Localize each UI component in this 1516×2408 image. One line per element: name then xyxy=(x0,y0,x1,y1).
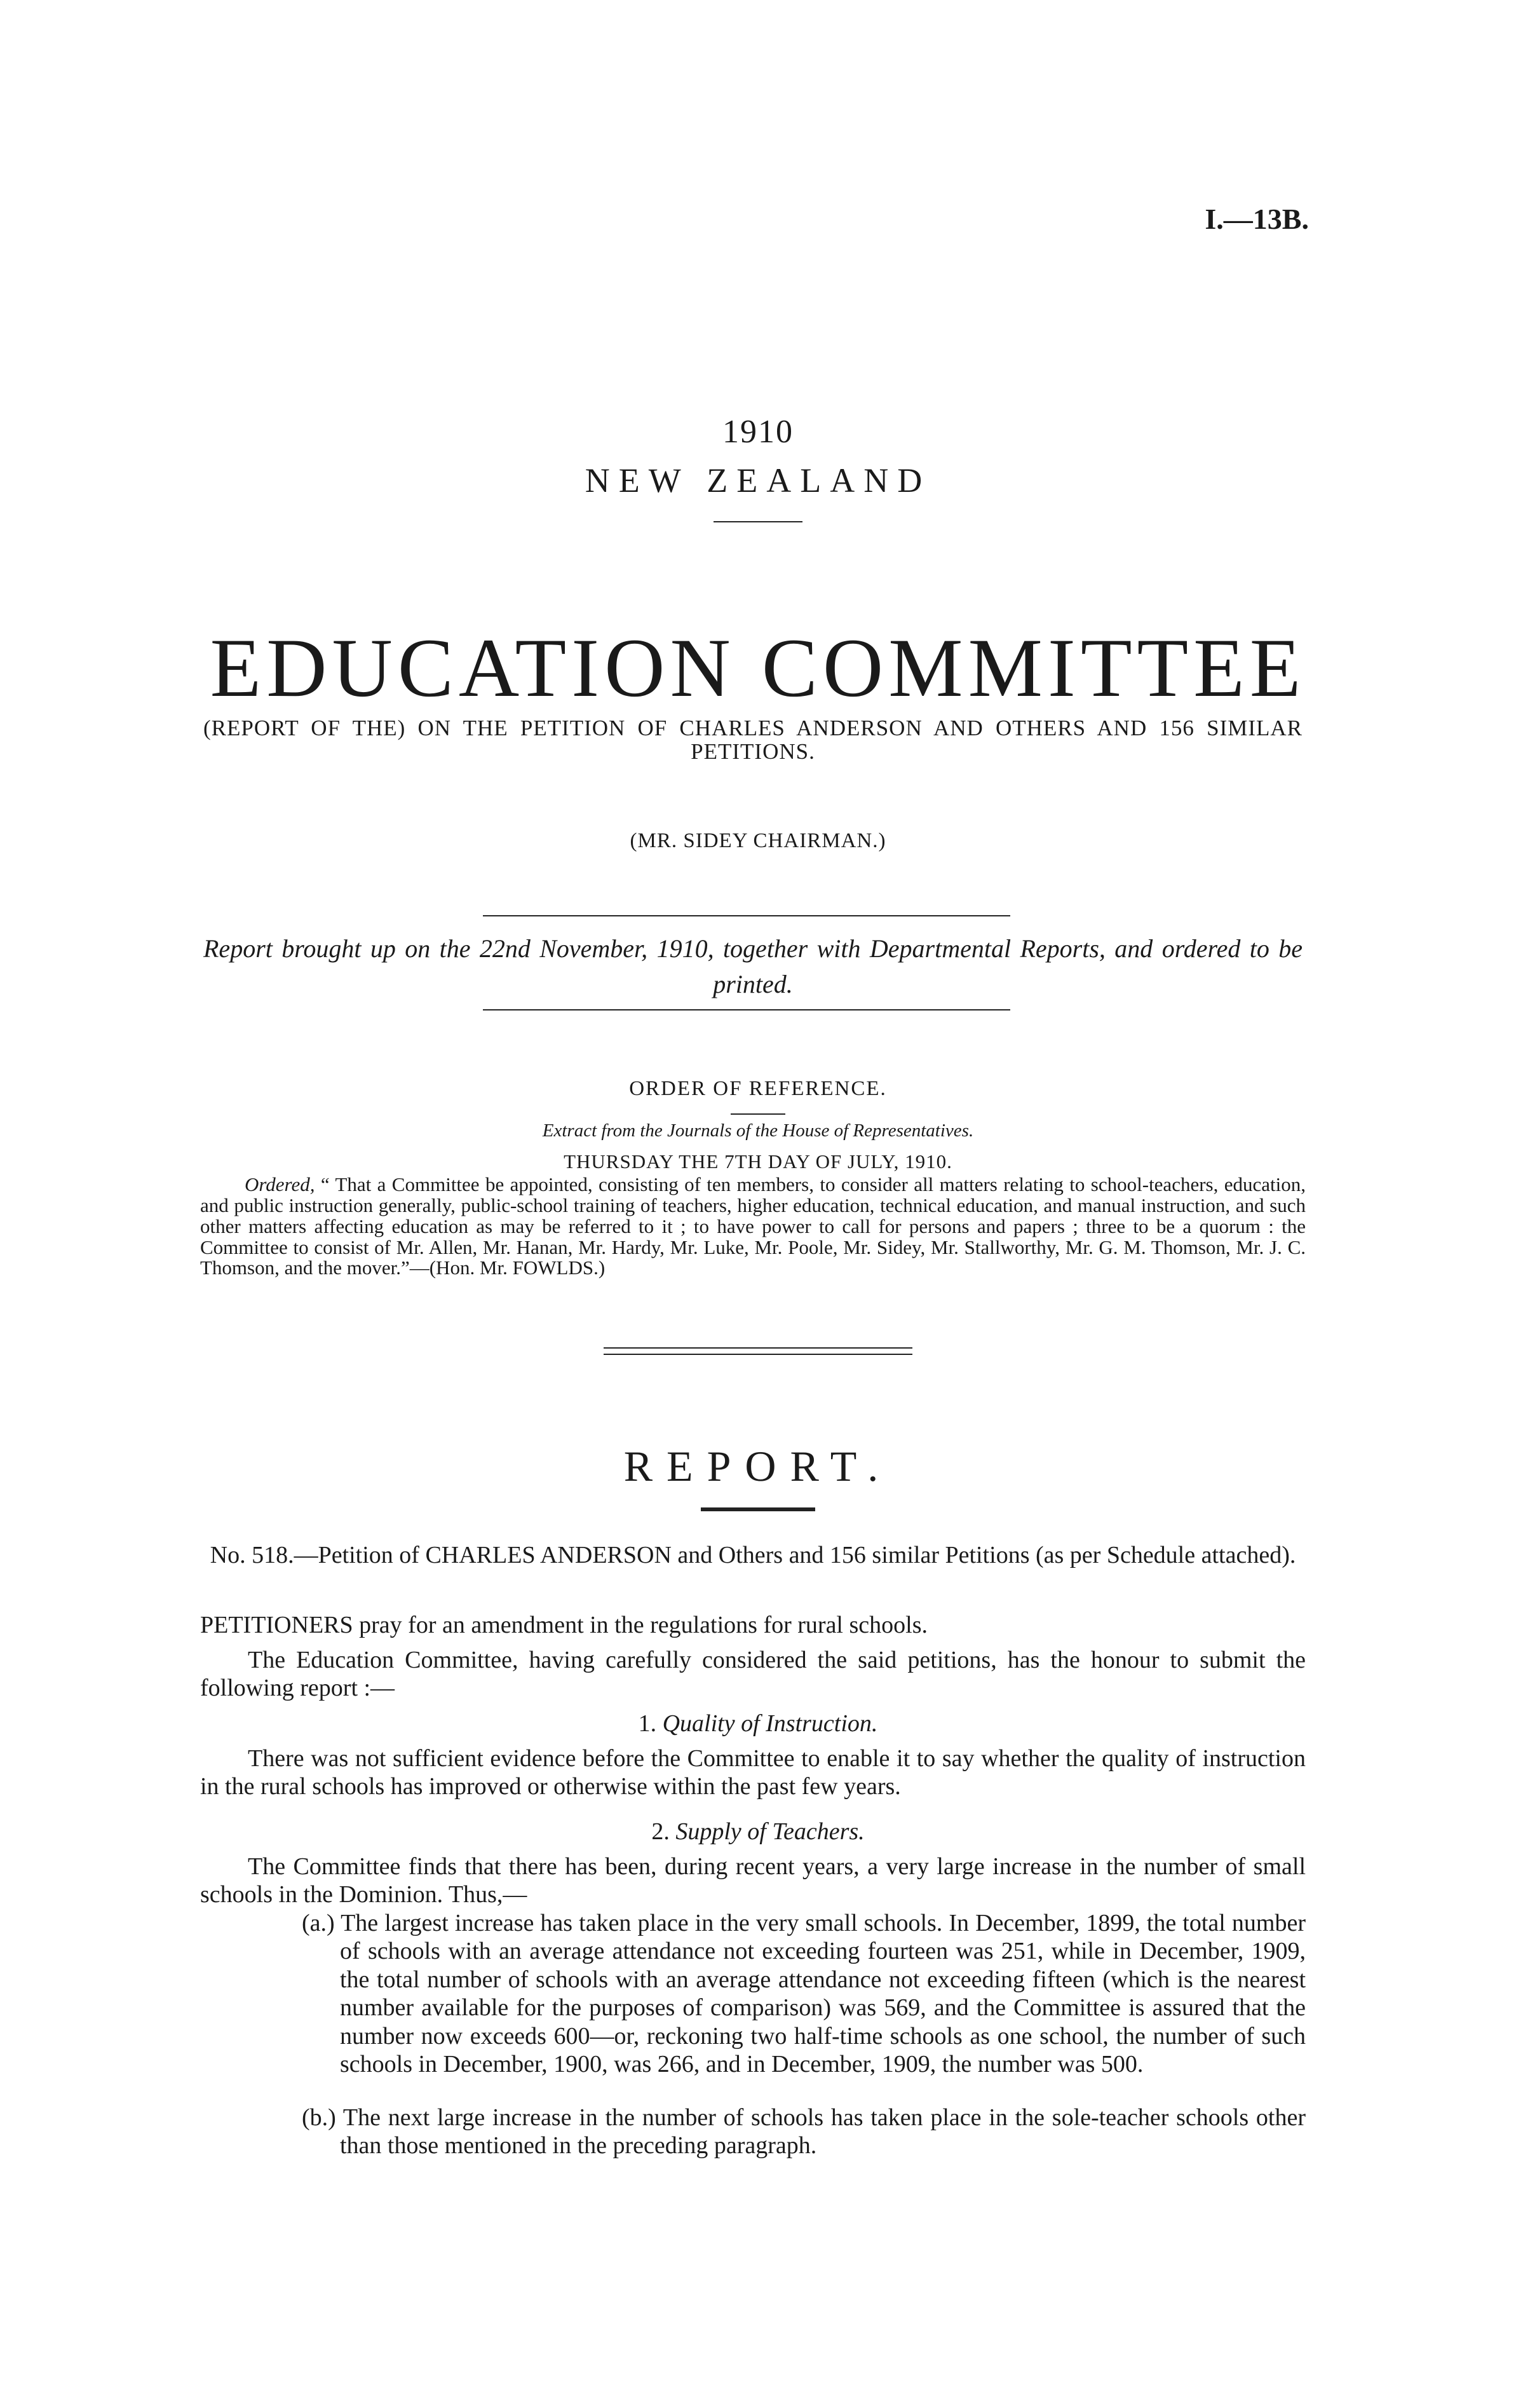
document-title: EDUCATION COMMITTEE xyxy=(210,621,1306,714)
report-brought-up: Report brought up on the 22nd November, 1910, together with Departmental Reports, and ordered to be printed. xyxy=(203,934,1303,998)
year: 1910 xyxy=(722,414,794,450)
extract-line: Extract from the Journals of the House of Representatives. xyxy=(542,1120,974,1141)
item-a xyxy=(302,1909,1306,2079)
divider-bottom xyxy=(483,1009,1010,1010)
country-heading: NEW ZEALAND xyxy=(585,461,931,500)
section-1-text: There was not sufficient evidence before the Committee to enable it to say whether the quality of instruction in the rural schools has improved or otherwise within the past few years. xyxy=(200,1745,1306,1800)
double-rule-top xyxy=(604,1347,912,1349)
petition-line: No. 518.—Petition of CHARLES ANDERSON and Others and 156 similar Petitions (as per Schedule attached). xyxy=(210,1542,1296,1568)
section-1-title: Quality of Instruction. xyxy=(662,1710,878,1737)
ordered-label: Ordered, xyxy=(245,1173,315,1195)
ordered-paragraph xyxy=(200,1174,1306,1279)
order-of-reference-heading: ORDER OF REFERENCE. xyxy=(629,1077,887,1100)
section-2-text: The Committee finds that there has been, during recent years, a very large increase in the number of small schools in the Dominion. Thus,— xyxy=(200,1853,1306,1908)
item-a-text: The largest increase has taken place in the very small schools. In December, 1899, the total number of schools with an average attendance not exceeding fourteen was 251, while in December, 1909, the total number of schools with an average attendance not exceeding fifteen (which is the nearest number available for the purposes of comparison) was 569, and the Committee is assured that the number now exceeds 600—or, reckoning two half-time schools as one school, the number of such schools in December, 1900, was 266, and in December, 1909, the number was 500. xyxy=(340,1910,1306,2078)
order-date: THURSDAY THE 7TH DAY OF JULY, 1910. xyxy=(564,1150,952,1173)
intro-paragraph: The Education Committee, having carefully considered the said petitions, has the honour to submit the following report :— xyxy=(200,1647,1306,1702)
document-subtitle: (REPORT OF THE) ON THE PETITION OF CHARLES ANDERSON AND OTHERS AND 156 SIMILAR PETITIONS. xyxy=(203,716,1303,764)
divider-tiny xyxy=(731,1113,785,1115)
prayer-line: PETITIONERS pray for an amendment in the regulations for rural schools. xyxy=(200,1612,928,1638)
divider-short xyxy=(714,521,802,522)
section-2-title: Supply of Teachers. xyxy=(675,1818,865,1845)
section-2-number: 2. xyxy=(651,1818,670,1845)
item-b-label: (b.) xyxy=(302,2104,336,2131)
section-2-heading xyxy=(0,1818,1516,1846)
ordered-text: “ That a Committee be appointed, consisting of ten members, to consider all matters relating to school-teachers, education, and public instruction generally, public-school training of teachers, higher education, technical education, and manual instruction, and such other matters affecting education as may be referred to it ; to have power to call for persons and papers ; three to be a quorum : the Committee to consist of Mr. Allen, Mr. Hanan, Mr. Hardy, Mr. Luke, Mr. Poole, Mr. Sidey, Mr. Stallworthy, Mr. G. M. Thomson, Mr. J. C. Thomson, and the mover.”—(Hon. Mr. FOWLDS.) xyxy=(200,1173,1306,1279)
report-heading: REPORT. xyxy=(623,1442,893,1490)
page-reference: I.—13B. xyxy=(1205,203,1309,235)
chairman-line: (MR. SIDEY CHAIRMAN.) xyxy=(630,829,886,852)
item-a-label: (a.) xyxy=(302,1910,335,1936)
double-rule-bottom xyxy=(604,1354,912,1355)
divider-top xyxy=(483,915,1010,916)
section-1-heading xyxy=(0,1710,1516,1738)
report-underline xyxy=(701,1507,815,1511)
item-b-text: The next large increase in the number of schools has taken place in the sole-teacher schools other than those mentioned in the preceding paragraph. xyxy=(340,2104,1306,2160)
item-b xyxy=(302,2104,1306,2160)
section-1-number: 1. xyxy=(638,1710,657,1737)
